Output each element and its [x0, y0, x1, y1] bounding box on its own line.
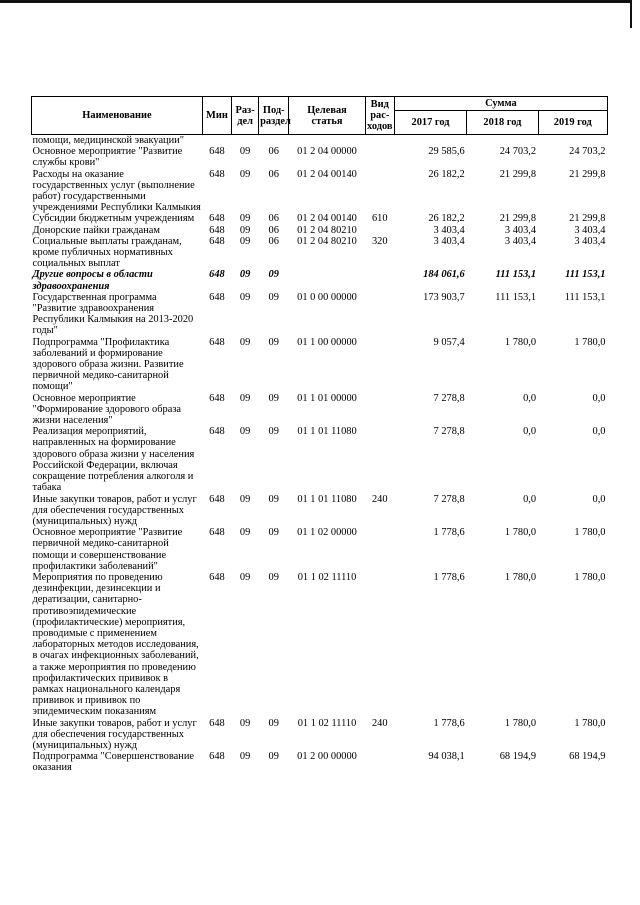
row-razdel-cell: 09 — [239, 213, 251, 225]
row-min-cell: 648 — [209, 527, 225, 539]
row-sum-2018-cell: 1 780,0 — [504, 717, 537, 729]
row-razdel-cell: 09 — [239, 291, 251, 303]
row-sum-2017-cell: 3 403,4 — [433, 235, 465, 247]
row-name-cell: Донорские пайки гражданам — [32, 224, 160, 236]
row-target-cell: 01 2 04 80210 — [297, 224, 357, 236]
row-sum-2018-cell: 1 780,0 — [504, 336, 537, 348]
row-podrazdel-cell: 09 — [268, 426, 279, 438]
row-min-cell: 648 — [209, 168, 225, 180]
row-min-cell: 648 — [209, 392, 225, 404]
row-vid-cell: 610 — [371, 213, 388, 225]
row-sum-2019-cell: 1 780,0 — [574, 571, 606, 583]
row-sum-2017-cell: 7 278,8 — [433, 493, 465, 505]
row-podrazdel-cell: 09 — [268, 392, 279, 404]
row-sum-2018-cell: 3 403,4 — [504, 235, 537, 247]
table-row — [32, 751, 608, 773]
row-podrazdel-cell: 09 — [268, 493, 279, 505]
row-sum-2017-cell: 3 403,4 — [433, 224, 465, 236]
row-sum-2017-cell: 1 778,6 — [433, 527, 465, 539]
row-razdel-cell: 09 — [239, 392, 251, 404]
row-sum-2019-cell: 3 403,4 — [574, 224, 606, 236]
row-sum-2018-cell: 111 153,1 — [495, 269, 537, 281]
table-row — [32, 292, 608, 337]
row-razdel-cell — [232, 135, 259, 147]
row-podrazdel-cell: 09 — [268, 269, 279, 281]
row-min-cell: 648 — [209, 269, 225, 281]
row-sum-2018-cell: 21 299,8 — [499, 213, 537, 225]
row-sum-2018-cell: 21 299,8 — [499, 168, 537, 180]
col-header-2017: 2017 год — [394, 111, 466, 135]
row-min-cell: 648 — [209, 235, 225, 247]
row-min-cell: 648 — [209, 291, 225, 303]
row-podrazdel-cell — [259, 135, 289, 147]
col-header-2018: 2018 год — [467, 111, 538, 135]
row-vid-cell — [365, 146, 394, 168]
col-header-vid: Вид рас- ходов — [365, 97, 394, 135]
row-sum-2017-cell: 9 057,4 — [433, 336, 465, 348]
row-sum-2017-cell: 1 778,6 — [433, 571, 465, 583]
row-target-cell: 01 1 02 00000 — [297, 527, 357, 539]
col-header-summa: Сумма — [394, 97, 607, 111]
row-sum-2018-cell: 111 153,1 — [495, 291, 537, 303]
row-min-cell: 648 — [209, 336, 225, 348]
table-row — [32, 494, 608, 528]
row-sum-2018-cell: 0,0 — [523, 392, 537, 404]
row-name-cell: Реализация мероприятий, направленных на формирование здорового образа жизни у населения Российской Федерации, включая сокращение потребления алкоголя и табака — [32, 426, 195, 494]
row-sum-2018-cell: 0,0 — [523, 493, 537, 505]
row-sum-2019-cell: 0,0 — [592, 493, 606, 505]
table-row — [32, 337, 608, 393]
row-name-cell: Иные закупки товаров, работ и услуг для обеспечения государственных (муниципальных) нужд — [32, 493, 197, 527]
row-razdel-cell: 09 — [239, 146, 251, 158]
table-body — [32, 135, 608, 774]
table-row — [32, 393, 608, 427]
row-vid-cell — [365, 292, 394, 337]
row-podrazdel-cell: 06 — [268, 224, 279, 236]
row-name-cell: Подпрограмма "Совершенствование оказания — [32, 751, 194, 774]
row-name-cell: Социальные выплаты гражданам, кроме публичных нормативных социальных выплат — [32, 235, 182, 270]
row-razdel-cell: 09 — [239, 751, 251, 763]
row-vid-cell — [365, 393, 394, 427]
col-header-podrazdel: Под- раздел — [259, 97, 289, 135]
table-row — [32, 426, 608, 493]
row-podrazdel-cell: 09 — [268, 717, 279, 729]
row-razdel-cell: 09 — [239, 493, 251, 505]
row-sum-2019-cell: 111 153,1 — [565, 269, 606, 281]
row-min-cell: 648 — [209, 751, 225, 763]
row-sum-2019-cell: 1 780,0 — [574, 336, 606, 348]
table-row — [32, 572, 608, 718]
row-vid-cell: 240 — [371, 493, 388, 505]
row-name-cell: Основное мероприятие "Развитие службы крови" — [32, 146, 183, 169]
row-target-cell: 01 2 04 80210 — [297, 235, 357, 247]
row-min-cell: 648 — [209, 493, 225, 505]
row-podrazdel-cell: 09 — [268, 571, 279, 583]
row-sum-2019-cell: 21 299,8 — [569, 213, 606, 225]
row-sum-2019-cell: 1 780,0 — [574, 717, 606, 729]
row-razdel-cell: 09 — [239, 336, 251, 348]
row-target-cell: 01 2 04 00140 — [297, 213, 357, 225]
row-sum-2017-cell: 173 903,7 — [423, 291, 465, 303]
row-razdel-cell: 09 — [239, 571, 251, 583]
row-vid-cell — [365, 169, 394, 214]
row-target-cell — [289, 135, 365, 147]
row-sum-2018-cell: 68 194,9 — [499, 751, 537, 763]
row-razdel-cell: 09 — [239, 224, 251, 236]
row-min-cell: 648 — [209, 213, 225, 225]
table-row — [32, 225, 608, 236]
table-row — [32, 527, 608, 572]
row-target-cell: 01 2 04 00000 — [297, 146, 357, 158]
table-row — [32, 269, 608, 291]
top-border-line — [0, 0, 632, 3]
row-sum-2019-cell: 3 403,4 — [574, 235, 606, 247]
row-min-cell: 648 — [209, 146, 225, 158]
row-razdel-cell: 09 — [239, 426, 251, 438]
row-vid-cell: 320 — [371, 235, 388, 247]
row-min-cell: 648 — [209, 571, 225, 583]
row-sum-2017-cell: 26 182,2 — [428, 168, 465, 180]
row-vid-cell — [365, 572, 394, 718]
row-sum-2018-cell: 24 703,2 — [499, 146, 537, 158]
row-name-cell: Иные закупки товаров, работ и услуг для обеспечения государственных (муниципальных) нужд — [32, 717, 197, 751]
row-sum-2018-cell: 0,0 — [523, 426, 537, 438]
row-sum-2017-cell: 29 585,6 — [428, 146, 465, 158]
col-header-razdel: Раз- дел — [232, 97, 259, 135]
table-row — [32, 135, 608, 147]
row-vid-cell — [365, 527, 394, 572]
row-sum-2017-cell: 7 278,8 — [433, 426, 465, 438]
row-vid-cell — [365, 426, 394, 493]
table-row — [32, 236, 608, 270]
row-min-cell: 648 — [209, 426, 225, 438]
row-vid-cell — [365, 269, 394, 291]
row-sum-2017-cell: 1 778,6 — [433, 717, 465, 729]
row-podrazdel-cell: 09 — [268, 336, 279, 348]
row-vid-cell: 240 — [371, 717, 388, 729]
row-sum-2017-cell: 94 038,1 — [428, 751, 465, 763]
row-name-cell: Расходы на оказание государственных услуг (выполнение работ) государственными учреждениями Республики Калмыкия — [32, 168, 201, 214]
row-razdel-cell: 09 — [239, 269, 251, 281]
row-target-cell — [289, 269, 365, 291]
row-target-cell: 01 1 01 11080 — [297, 493, 357, 505]
row-sum-2017-cell: 7 278,8 — [433, 392, 465, 404]
row-min-cell: 648 — [209, 224, 225, 236]
row-sum-2017-cell: 184 061,6 — [423, 269, 465, 281]
row-podrazdel-cell: 06 — [268, 213, 279, 225]
row-target-cell: 01 1 00 00000 — [297, 336, 357, 348]
row-sum-2018-cell: 1 780,0 — [504, 527, 537, 539]
row-vid-cell — [365, 225, 394, 236]
row-sum-2019-cell: 0,0 — [592, 426, 606, 438]
row-name-cell: Субсидии бюджетным учреждениям — [32, 213, 195, 225]
row-min-cell — [202, 135, 231, 147]
row-name-cell: Мероприятия по проведению дезинфекции, дезинсекции и дератизации, санитарно-противоэпидемические (профилактические) мероприятия, проводимые с применением лабораторных методов исследования, в очагах инфекционных заболеваний, а также мероприятия по проведению профилактических прививок в рамках национального календаря прививок и прививок по эпидемическим показаниям — [32, 571, 199, 718]
table-row — [32, 169, 608, 214]
row-razdel-cell: 09 — [239, 527, 251, 539]
right-border-line — [630, 0, 632, 28]
row-razdel-cell: 09 — [239, 168, 251, 180]
row-vid-cell — [365, 751, 394, 773]
row-razdel-cell: 09 — [239, 717, 251, 729]
row-podrazdel-cell: 09 — [268, 527, 279, 539]
row-name-cell: помощи, медицинской эвакуации" — [32, 135, 184, 146]
col-header-target: Целевая статья — [289, 97, 365, 135]
row-podrazdel-cell: 09 — [268, 291, 279, 303]
row-name-cell: Основное мероприятие "Формирование здорового образа жизни населения" — [32, 392, 182, 427]
row-vid-cell — [365, 135, 394, 147]
col-header-2019: 2019 год — [538, 111, 607, 135]
row-vid-cell — [365, 337, 394, 393]
budget-table — [31, 96, 608, 774]
row-podrazdel-cell: 06 — [268, 235, 279, 247]
row-razdel-cell: 09 — [239, 235, 251, 247]
row-target-cell: 01 0 00 00000 — [297, 291, 357, 303]
row-podrazdel-cell: 06 — [268, 168, 279, 180]
row-sum-2017-cell — [394, 135, 466, 147]
row-target-cell: 01 2 00 00000 — [297, 751, 357, 763]
row-sum-2019-cell: 68 194,9 — [569, 751, 606, 763]
row-name-cell: Основное мероприятие "Развитие первичной медико-санитарной помощи и совершенствование профилактики заболеваний" — [32, 527, 183, 572]
col-header-name: Наименование — [32, 97, 203, 135]
row-target-cell: 01 1 01 11080 — [297, 426, 357, 438]
row-target-cell: 01 1 02 11110 — [297, 717, 357, 729]
row-sum-2017-cell: 26 182,2 — [428, 213, 465, 225]
row-sum-2019-cell — [538, 135, 607, 147]
row-sum-2018-cell: 3 403,4 — [504, 224, 537, 236]
table-row — [32, 146, 608, 168]
col-header-min: Мин — [202, 97, 231, 135]
row-podrazdel-cell: 09 — [268, 751, 279, 763]
row-sum-2018-cell — [467, 135, 538, 147]
row-sum-2018-cell: 1 780,0 — [504, 571, 537, 583]
row-sum-2019-cell: 111 153,1 — [564, 291, 606, 303]
row-sum-2019-cell: 24 703,2 — [569, 146, 606, 158]
row-sum-2019-cell: 21 299,8 — [569, 168, 606, 180]
row-name-cell: Подпрограмма "Профилактика заболеваний и формирование здорового образа жизни. Развитие первичной медико-санитарной помощи" — [32, 336, 184, 393]
row-name-cell: Государственная программа "Развитие здравоохранения Республики Калмыкия на 2013-2020 годы" — [32, 291, 194, 337]
row-name-cell: Другие вопросы в области здравоохранения — [32, 269, 153, 292]
row-target-cell: 01 1 01 00000 — [297, 392, 357, 404]
row-target-cell: 01 2 04 00140 — [297, 168, 357, 180]
row-sum-2019-cell: 0,0 — [592, 392, 606, 404]
table-row — [32, 213, 608, 224]
row-podrazdel-cell: 06 — [268, 146, 279, 158]
row-sum-2019-cell: 1 780,0 — [574, 527, 606, 539]
row-target-cell: 01 1 02 11110 — [297, 571, 357, 583]
row-min-cell: 648 — [209, 717, 225, 729]
table-row — [32, 718, 608, 752]
